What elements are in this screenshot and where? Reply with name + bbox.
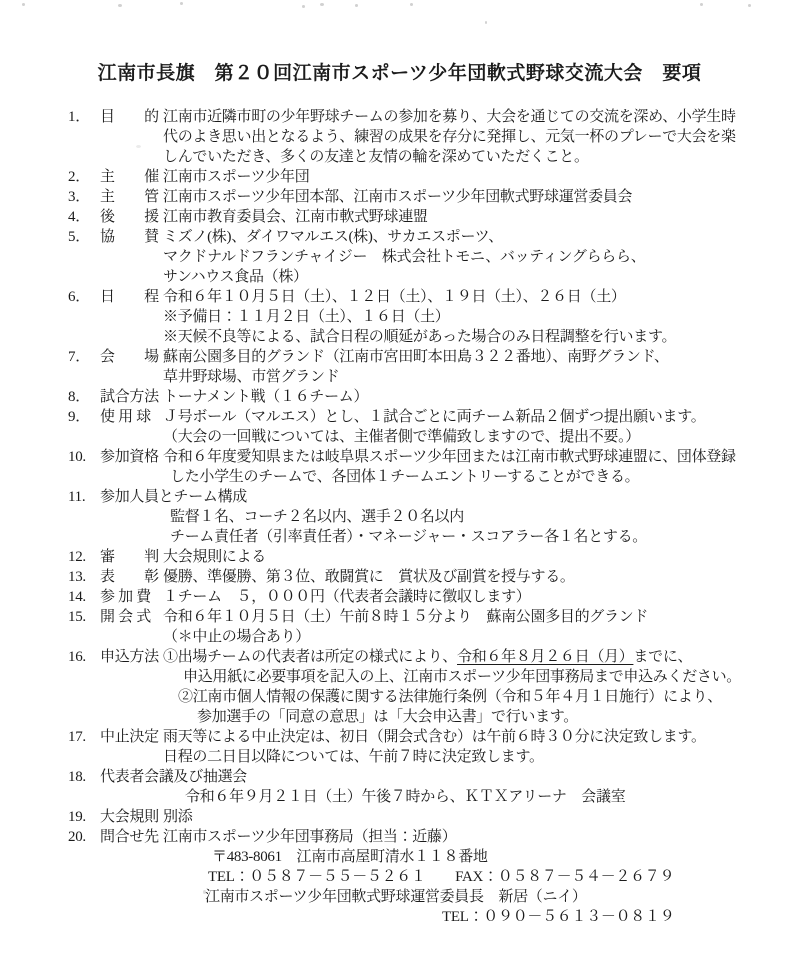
document-body [0,107,799,927]
item-number: 18. [68,769,86,785]
item-subline: チーム責任者（引率責任者）・マネージャー・スコアラー各１名とする。 [170,529,648,545]
item-label: 会 場 [100,349,159,365]
item-line: トーナメント戦（１６チーム） [163,389,369,405]
item-row [68,107,761,167]
item-number: 5． [68,229,90,245]
item-content [163,407,761,447]
item-content [163,347,761,387]
item-row [68,647,761,727]
item-content [163,227,761,287]
deadline-underlined-text: 令和６年８月２６日（月） [457,649,634,665]
page-title: 江南市長旗 第２０回江南市スポーツ少年団軟式野球交流大会 要項 [97,63,702,84]
item-number: 2． [68,169,90,185]
item-number: 9． [68,409,90,425]
item-line: 令和６年１０月５日（土）、１２日（土）、１９日（土）、２６日（土） [163,289,626,305]
scan-speck [136,145,141,148]
item-line: 令和６年度愛知県または岐阜県スポーツ少年団または江南市軟式野球連盟に、団体登録 [163,449,736,465]
item-content [163,287,761,347]
item-line-composite [163,647,761,667]
scan-speck [118,4,122,7]
item-label: 問合せ先 [100,829,159,845]
item-number: 17. [68,729,86,745]
item-label: 目 的 [100,109,159,125]
item-line: ※天候不良等による、試合日程の順延があった場合のみ日程調整を行います。 [163,329,677,345]
scan-speck [180,2,183,5]
scan-speck [748,4,751,7]
item-label: 表 彰 [100,569,159,585]
item-line: 蘇南公園多目的グランド（江南市宮田町本田島３２２番地）、南野グランド、 [163,349,669,365]
item-row [68,227,761,287]
item-line: 江南市近隣市町の少年野球チームの参加を募り、大会を通じての交流を深め、小学生時 [163,109,736,125]
item-label: 協 賛 [100,229,159,245]
item-row [68,827,761,847]
item-subline: 監督１名、コーチ２名以内、選手２０名以内 [170,509,465,525]
item-number: 14. [68,589,86,605]
item-content [163,187,761,207]
item-label: 日 程 [100,289,159,305]
item-label: 主 管 [100,189,159,205]
item-content [163,727,761,767]
item-content [163,547,761,567]
item-row [68,387,761,407]
item-number: 16. [68,649,86,665]
contact-postal-address: 〒483-8061 江南市高屋町清水１１８番地 [212,849,488,865]
item-line: ②江南市個人情報の保護に関する法律施行条例（令和５年４月１日施行）により、 [178,689,722,705]
item-row [68,447,761,487]
item-line: しんでいただき、多くの友達と友情の輪を深めていただくこと。 [163,149,589,165]
item-row [68,167,761,187]
item-row [68,767,761,787]
item-line: ミズノ(株)、ダイワマルエス(株)、サカエスポーツ、 [163,229,503,245]
item-subline: 令和６年９月２１日（土）午後７時から、ＫＴＸアリーナ 会議室 [185,789,626,805]
item-line: 日程の二日目以降については、午前７時に決定致します。 [163,749,544,765]
item-line: 令和６年１０月５日（土）午前８時１５分より 蘇南公園多目的グランド [163,609,649,625]
item-line: （大会の一回戦については、主催者側で準備致しますので、提出不要。） [163,429,641,445]
scan-speck [22,3,25,6]
item-label: 開 会 式 [100,609,152,625]
item-number: 20. [68,829,86,845]
item-line: 江南市スポーツ少年団事務局（担当：近藤） [163,829,457,845]
item-label: 後 援 [100,209,159,225]
item-content [163,387,761,407]
item-row [68,547,761,567]
item-line: ※予備日：１１月２日（土）、１６日（土） [163,309,450,325]
item-line: 優勝、準優勝、第３位、敢闘賞に 賞状及び副賞を授与する。 [163,569,575,585]
item-content [163,807,761,827]
item-row [68,807,761,827]
item-line: 草井野球場、市営グランド [163,369,340,385]
item-line: 大会規則による [163,549,266,565]
scan-speck [302,5,305,8]
item-number: 1． [68,109,90,125]
item-content [163,827,761,847]
item-line: １チーム ５，０００円（代表者会議時に徴収します） [163,589,531,605]
item-number: 11. [68,489,86,505]
item-row [68,487,761,507]
item-line: した小学生のチームで、各団体１チームエントリーすることができる。 [170,469,640,485]
item-row [68,587,761,607]
item-row [68,567,761,587]
item-content [163,647,761,727]
item-label: 審 判 [100,549,159,565]
item-label: 代表者会議及び抽選会 [100,769,248,785]
scan-speck [485,21,487,24]
item-label: 参加資格 [100,449,159,465]
item-row [68,347,761,387]
item-row [68,207,761,227]
item-content [163,167,761,187]
item-number: 8． [68,389,90,405]
item-line: 江南市スポーツ少年団 [163,169,310,185]
item-line: サンハウス食品（株） [163,269,308,285]
item-number: 12. [68,549,86,565]
item-row [68,287,761,347]
scan-speck [203,890,206,894]
item-label: 主 催 [100,169,159,185]
item-number: 4． [68,209,90,225]
item-label: 中止決定 [100,729,159,745]
item-number: 13. [68,569,86,585]
item-line: Ｊ号ボール（マルエス）とし、１試合ごとに両チーム新品２個ずつ提出願います。 [163,409,706,425]
item-label: 参 加 費 [100,589,152,605]
item-row [68,727,761,767]
item-number: 15. [68,609,86,625]
contact-tel-fax: TEL：０５８７－５５－５２６１ FAX：０５８７－５４－２６７９ [208,869,675,885]
item-line: 江南市教育委員会、江南市軟式野球連盟 [163,209,428,225]
item-label: 参加人員とチーム構成 [100,489,248,505]
item-line: 代のよき思い出となるよう、練習の成果を存分に発揮し、元気一杯のプレーで大会を楽 [163,129,736,145]
item-number: 10. [68,449,86,465]
item-label: 大会規則 [100,809,159,825]
item-number: 7． [68,349,90,365]
scan-speck [355,4,358,7]
scan-speck [410,3,413,6]
item-line: 江南市スポーツ少年団本部、江南市スポーツ少年団軟式野球運営委員会 [163,189,633,205]
item-line: 別添 [163,809,193,825]
item-content [163,567,761,587]
scan-speck [320,3,324,6]
item-content [163,587,761,607]
item-line: 申込用紙に必要事項を記入の上、江南市スポーツ少年団事務局まで申込みください。 [183,669,742,685]
item-row [68,407,761,447]
item-label: 使 用 球 [100,409,152,425]
item-row [68,607,761,647]
contact-chairperson-tel: TEL：０９０－５６１３－０８１９ [442,909,675,925]
scan-speck [700,3,703,6]
item-label: 試合方法 [100,389,159,405]
item-content [163,107,761,167]
item-line: マクドナルドフランチャイジー 株式会社トモニ、バッティングららら、 [163,249,646,265]
item-label: 申込方法 [100,649,159,665]
item-row [68,187,761,207]
line-segment: ①出場チームの代表者は所定の様式により、 [163,649,458,665]
item-number: 3． [68,189,90,205]
item-number: 19. [68,809,86,825]
item-line: 参加選手の「同意の意思」は「大会申込書」で行います。 [197,709,579,725]
item-line: （＊中止の場合あり） [163,629,311,645]
item-number: 6． [68,289,90,305]
item-line: 雨天等による中止決定は、初日（開会式含む）は午前６時３０分に決定致します。 [163,729,706,745]
item-content [163,447,761,487]
item-content [163,207,761,227]
item-content [163,607,761,647]
line-segment: までに、 [633,649,693,665]
contact-chairperson: 江南市スポーツ少年団軟式野球運営委員長 新居（ニイ） [205,889,587,905]
